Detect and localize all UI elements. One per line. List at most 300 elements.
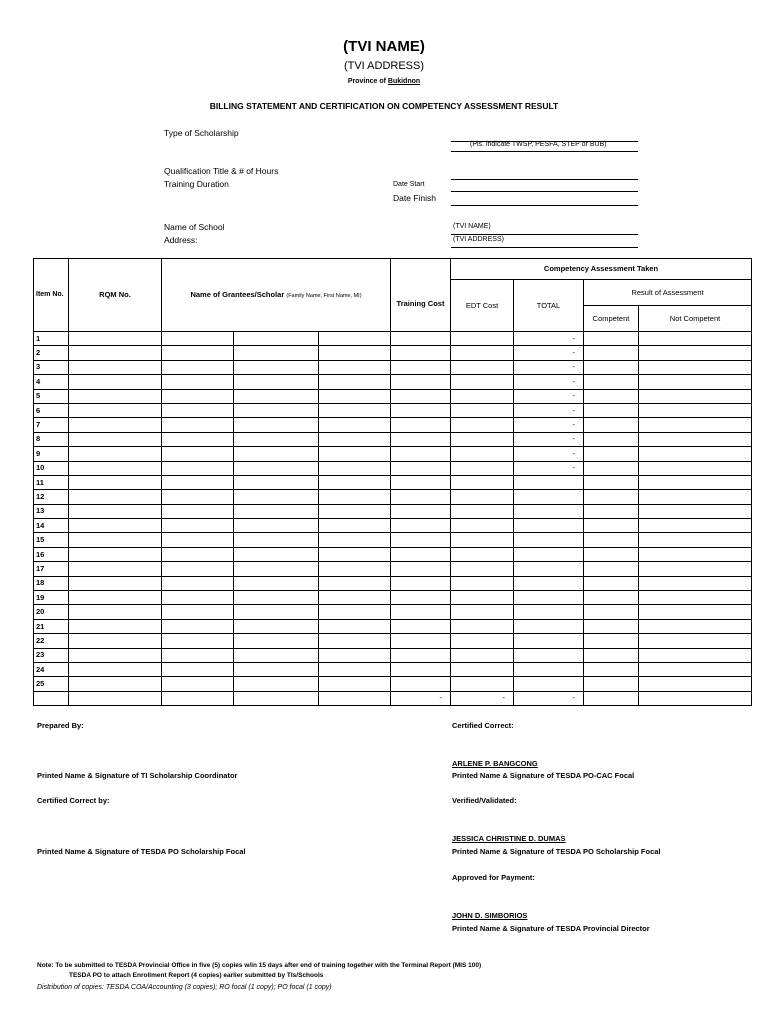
- row-cell: [234, 619, 319, 633]
- row-cell: [162, 332, 234, 346]
- row-item-no: 21: [34, 619, 69, 633]
- address-label: Address:: [164, 235, 198, 245]
- row-cell: [584, 533, 639, 547]
- row-cell: [584, 619, 639, 633]
- row-cell: [162, 389, 234, 403]
- table-row: [34, 447, 752, 461]
- row-cell: [234, 504, 319, 518]
- totals-row: [34, 691, 752, 705]
- table-row: [34, 504, 752, 518]
- row-cell: [451, 662, 514, 676]
- row-total: -: [514, 346, 584, 360]
- row-cell: [451, 504, 514, 518]
- table-row: [34, 662, 752, 676]
- row-cell: [234, 332, 319, 346]
- row-cell: [162, 346, 234, 360]
- row-cell: [319, 346, 391, 360]
- row-item-no: 11: [34, 475, 69, 489]
- training-duration-label: Training Duration: [164, 179, 229, 189]
- row-cell: [234, 605, 319, 619]
- row-cell: [319, 389, 391, 403]
- row-cell: [451, 634, 514, 648]
- row-total: [514, 591, 584, 605]
- header-result: Result of Assessment: [584, 280, 752, 306]
- row-cell: [69, 346, 162, 360]
- row-item-no: 15: [34, 533, 69, 547]
- row-item-no: 24: [34, 662, 69, 676]
- total-training-cost: -: [391, 691, 451, 705]
- table-row: [34, 432, 752, 446]
- row-cell: [319, 648, 391, 662]
- note-line-1: Note: To be submitted to TESDA Provincial Office in five (5) copies w/in 15 days after end of training together with the Terminal Report (MIS 100): [37, 962, 482, 969]
- row-cell: [451, 591, 514, 605]
- row-cell: [69, 461, 162, 475]
- row-cell: [319, 332, 391, 346]
- row-cell: [234, 634, 319, 648]
- row-cell: [319, 576, 391, 590]
- distribution-line: Distribution of copies: TESDA COA/Accounting (3 copies); RO focal (1 copy); PO focal (1 copy): [37, 984, 332, 991]
- row-cell: [451, 533, 514, 547]
- row-total: -: [514, 375, 584, 389]
- totals-cell: [34, 691, 69, 705]
- header-competent: Competent: [584, 306, 639, 332]
- row-cell: [451, 605, 514, 619]
- row-cell: [584, 504, 639, 518]
- header-grantees-note: (Family Name, First Name, MI): [286, 292, 362, 299]
- row-cell: [319, 418, 391, 432]
- row-cell: [639, 475, 752, 489]
- table-row: [34, 389, 752, 403]
- row-total: [514, 662, 584, 676]
- row-cell: [639, 360, 752, 374]
- row-cell: [162, 648, 234, 662]
- verified-label: Verified/Validated:: [452, 796, 517, 805]
- row-item-no: 18: [34, 576, 69, 590]
- table-row: [34, 648, 752, 662]
- row-item-no: 12: [34, 490, 69, 504]
- row-item-no: 10: [34, 461, 69, 475]
- row-cell: [162, 562, 234, 576]
- header-training-cost: Training Cost: [396, 299, 445, 308]
- tvi-address-heading: (TVI ADDRESS): [343, 60, 425, 72]
- row-cell: [234, 389, 319, 403]
- row-cell: [162, 403, 234, 417]
- row-cell: [391, 533, 451, 547]
- table-row: [34, 619, 752, 633]
- row-cell: [639, 490, 752, 504]
- school-name-line: [451, 234, 638, 235]
- row-cell: [162, 504, 234, 518]
- row-cell: [69, 475, 162, 489]
- row-cell: [69, 403, 162, 417]
- row-cell: [69, 662, 162, 676]
- row-cell: [162, 360, 234, 374]
- row-cell: [234, 461, 319, 475]
- row-cell: [162, 475, 234, 489]
- row-cell: [234, 490, 319, 504]
- row-item-no: 2: [34, 346, 69, 360]
- row-cell: [319, 519, 391, 533]
- table-row: [34, 360, 752, 374]
- row-total: [514, 475, 584, 489]
- row-total: -: [514, 389, 584, 403]
- row-item-no: 6: [34, 403, 69, 417]
- row-cell: [391, 389, 451, 403]
- row-item-no: 7: [34, 418, 69, 432]
- row-cell: [69, 519, 162, 533]
- row-cell: [69, 576, 162, 590]
- row-cell: [584, 346, 639, 360]
- row-cell: [451, 403, 514, 417]
- row-cell: [69, 389, 162, 403]
- row-total: [514, 562, 584, 576]
- table-row: [34, 346, 752, 360]
- row-cell: [639, 389, 752, 403]
- row-cell: [391, 591, 451, 605]
- row-cell: [69, 677, 162, 691]
- table-row: [34, 533, 752, 547]
- row-total: [514, 519, 584, 533]
- po-focal-caption: Printed Name & Signature of TESDA PO Scholarship Focal: [37, 847, 246, 856]
- row-cell: [162, 375, 234, 389]
- row-cell: [639, 346, 752, 360]
- school-name-label: Name of School: [164, 222, 225, 232]
- row-cell: [319, 432, 391, 446]
- row-cell: [319, 547, 391, 561]
- row-cell: [234, 533, 319, 547]
- row-cell: [69, 533, 162, 547]
- header-item-no: Item No.: [34, 259, 69, 332]
- row-cell: [319, 475, 391, 489]
- row-cell: [234, 360, 319, 374]
- totals-cell: [162, 691, 234, 705]
- table-row: [34, 591, 752, 605]
- row-cell: [639, 576, 752, 590]
- row-cell: [391, 346, 451, 360]
- row-cell: [391, 461, 451, 475]
- date-start-label: Date Start: [393, 181, 425, 188]
- row-cell: [584, 519, 639, 533]
- row-cell: [584, 662, 639, 676]
- row-cell: [69, 432, 162, 446]
- row-total: [514, 634, 584, 648]
- row-cell: [584, 389, 639, 403]
- total-total: -: [514, 691, 584, 705]
- table-row: [34, 403, 752, 417]
- row-item-no: 13: [34, 504, 69, 518]
- row-cell: [162, 533, 234, 547]
- date-finish-label: Date Finish: [393, 193, 436, 203]
- table-row: [34, 677, 752, 691]
- row-cell: [451, 360, 514, 374]
- row-cell: [69, 490, 162, 504]
- row-item-no: 16: [34, 547, 69, 561]
- row-total: -: [514, 447, 584, 461]
- table-row: [34, 562, 752, 576]
- row-cell: [234, 662, 319, 676]
- arlene-name: ARLENE P. BANGCONG: [452, 759, 538, 768]
- row-item-no: 8: [34, 432, 69, 446]
- row-cell: [451, 619, 514, 633]
- row-cell: [451, 346, 514, 360]
- row-cell: [319, 461, 391, 475]
- row-total: [514, 504, 584, 518]
- row-cell: [234, 677, 319, 691]
- john-name: JOHN D. SIMBORIOS: [452, 911, 528, 920]
- row-cell: [391, 403, 451, 417]
- row-cell: [162, 418, 234, 432]
- row-cell: [391, 360, 451, 374]
- arlene-caption: Printed Name & Signature of TESDA PO-CAC Focal: [452, 771, 635, 780]
- row-cell: [584, 360, 639, 374]
- row-cell: [319, 591, 391, 605]
- row-cell: [584, 461, 639, 475]
- row-cell: [584, 403, 639, 417]
- row-cell: [391, 662, 451, 676]
- row-cell: [391, 447, 451, 461]
- note-line-2: TESDA PO to attach Enrollment Report (4 copies) earlier submitted by TIs/Schools: [69, 972, 324, 979]
- jessica-name: JESSICA CHRISTINE D. DUMAS: [452, 834, 566, 843]
- totals-cell: [234, 691, 319, 705]
- table-row: [34, 547, 752, 561]
- province-name: Bukidnon: [387, 78, 421, 85]
- row-cell: [162, 662, 234, 676]
- row-cell: [69, 360, 162, 374]
- row-cell: [391, 634, 451, 648]
- province-line: [0, 78, 768, 85]
- row-cell: [391, 547, 451, 561]
- row-cell: [451, 648, 514, 662]
- table-row: [34, 490, 752, 504]
- totals-cell: [69, 691, 162, 705]
- table-row: [34, 634, 752, 648]
- row-cell: [391, 432, 451, 446]
- row-cell: [639, 447, 752, 461]
- row-cell: [69, 605, 162, 619]
- row-total: -: [514, 418, 584, 432]
- row-cell: [162, 432, 234, 446]
- row-cell: [391, 504, 451, 518]
- row-cell: [69, 375, 162, 389]
- row-item-no: 4: [34, 375, 69, 389]
- table-row: [34, 375, 752, 389]
- row-cell: [584, 605, 639, 619]
- row-cell: [234, 432, 319, 446]
- row-cell: [69, 562, 162, 576]
- row-cell: [639, 677, 752, 691]
- row-total: [514, 648, 584, 662]
- row-total: [514, 547, 584, 561]
- tvi-name-heading: (TVI NAME): [343, 38, 425, 55]
- john-caption: Printed Name & Signature of TESDA Provincial Director: [452, 924, 650, 933]
- table-row: [34, 461, 752, 475]
- row-cell: [584, 576, 639, 590]
- row-cell: [162, 576, 234, 590]
- row-item-no: 14: [34, 519, 69, 533]
- row-cell: [234, 403, 319, 417]
- totals-cell: [319, 691, 391, 705]
- row-cell: [234, 375, 319, 389]
- row-item-no: 25: [34, 677, 69, 691]
- row-total: -: [514, 360, 584, 374]
- table-row: [34, 605, 752, 619]
- row-cell: [584, 418, 639, 432]
- row-cell: [69, 634, 162, 648]
- row-cell: [162, 461, 234, 475]
- row-cell: [319, 375, 391, 389]
- qualification-label: Qualification Title & # of Hours: [164, 166, 279, 176]
- row-cell: [451, 447, 514, 461]
- row-cell: [162, 677, 234, 691]
- row-cell: [69, 447, 162, 461]
- row-cell: [584, 332, 639, 346]
- row-cell: [234, 475, 319, 489]
- address-value: (TVI ADDRESS): [453, 236, 504, 243]
- row-total: -: [514, 432, 584, 446]
- row-cell: [451, 547, 514, 561]
- row-cell: [639, 562, 752, 576]
- scholarship-hint-underline: [451, 151, 638, 152]
- row-cell: [391, 475, 451, 489]
- row-cell: [69, 648, 162, 662]
- row-cell: [639, 547, 752, 561]
- row-cell: [319, 447, 391, 461]
- row-cell: [584, 591, 639, 605]
- jessica-caption: Printed Name & Signature of TESDA PO Scholarship Focal: [452, 847, 661, 856]
- row-cell: [391, 562, 451, 576]
- row-cell: [584, 432, 639, 446]
- scholarship-hint: (Pls. indicate TWSP, PESFA, STEP or BUB): [470, 141, 607, 148]
- row-cell: [451, 576, 514, 590]
- header-not-competent: Not Competent: [639, 306, 752, 332]
- row-item-no: 20: [34, 605, 69, 619]
- row-cell: [584, 375, 639, 389]
- row-cell: [584, 447, 639, 461]
- row-cell: [162, 634, 234, 648]
- row-cell: [451, 475, 514, 489]
- table-row: [34, 519, 752, 533]
- row-cell: [391, 605, 451, 619]
- row-cell: [391, 677, 451, 691]
- ti-coordinator-caption: Printed Name & Signature of TI Scholarship Coordinator: [37, 771, 238, 780]
- row-item-no: 1: [34, 332, 69, 346]
- row-item-no: 22: [34, 634, 69, 648]
- row-cell: [69, 504, 162, 518]
- row-cell: [234, 519, 319, 533]
- row-total: -: [514, 403, 584, 417]
- table-row: [34, 418, 752, 432]
- prepared-by-label: Prepared By:: [37, 721, 84, 730]
- certified-correct-by-label: Certified Correct by:: [37, 796, 110, 805]
- row-cell: [162, 619, 234, 633]
- row-total: [514, 576, 584, 590]
- row-cell: [162, 591, 234, 605]
- row-cell: [69, 418, 162, 432]
- totals-cell: [584, 691, 639, 705]
- row-cell: [162, 519, 234, 533]
- row-cell: [639, 591, 752, 605]
- row-cell: [69, 547, 162, 561]
- row-cell: [584, 648, 639, 662]
- row-cell: [391, 648, 451, 662]
- row-cell: [451, 677, 514, 691]
- row-total: [514, 605, 584, 619]
- row-cell: [639, 418, 752, 432]
- row-cell: [69, 332, 162, 346]
- row-cell: [639, 634, 752, 648]
- row-cell: [639, 662, 752, 676]
- row-cell: [639, 619, 752, 633]
- row-cell: [639, 519, 752, 533]
- row-cell: [451, 432, 514, 446]
- row-cell: [391, 519, 451, 533]
- table-row: [34, 576, 752, 590]
- totals-cell: [639, 691, 752, 705]
- row-cell: [319, 605, 391, 619]
- row-cell: [639, 605, 752, 619]
- assessment-table: [33, 258, 752, 706]
- row-cell: [319, 677, 391, 691]
- row-cell: [639, 461, 752, 475]
- row-cell: [162, 447, 234, 461]
- row-cell: [639, 648, 752, 662]
- row-cell: [584, 677, 639, 691]
- row-cell: [639, 403, 752, 417]
- row-cell: [451, 418, 514, 432]
- header-edt-cost: EDT Cost: [451, 280, 514, 332]
- row-cell: [639, 432, 752, 446]
- row-cell: [451, 519, 514, 533]
- row-cell: [391, 418, 451, 432]
- table-row: [34, 475, 752, 489]
- row-cell: [584, 490, 639, 504]
- row-total: [514, 619, 584, 633]
- header-grantees: [162, 259, 391, 332]
- table-row: [34, 332, 752, 346]
- row-cell: [319, 504, 391, 518]
- row-cell: [584, 562, 639, 576]
- row-cell: [162, 547, 234, 561]
- row-cell: [451, 389, 514, 403]
- address-line: [451, 247, 638, 248]
- header-grantees-label: Name of Grantees/Scholar: [190, 289, 285, 299]
- certified-correct-label: Certified Correct:: [452, 721, 514, 730]
- row-item-no: 19: [34, 591, 69, 605]
- row-cell: [391, 576, 451, 590]
- row-cell: [319, 533, 391, 547]
- approved-label: Approved for Payment:: [452, 873, 535, 882]
- total-edt-cost: -: [451, 691, 514, 705]
- row-cell: [234, 648, 319, 662]
- row-item-no: 9: [34, 447, 69, 461]
- date-start-line: [451, 191, 638, 192]
- row-cell: [69, 591, 162, 605]
- row-item-no: 5: [34, 389, 69, 403]
- row-cell: [451, 562, 514, 576]
- row-cell: [584, 634, 639, 648]
- row-cell: [319, 490, 391, 504]
- row-total: [514, 677, 584, 691]
- row-cell: [391, 490, 451, 504]
- row-cell: [234, 576, 319, 590]
- row-cell: [639, 533, 752, 547]
- row-total: [514, 533, 584, 547]
- row-cell: [319, 360, 391, 374]
- row-cell: [391, 375, 451, 389]
- row-cell: [639, 504, 752, 518]
- row-cell: [319, 562, 391, 576]
- row-cell: [234, 562, 319, 576]
